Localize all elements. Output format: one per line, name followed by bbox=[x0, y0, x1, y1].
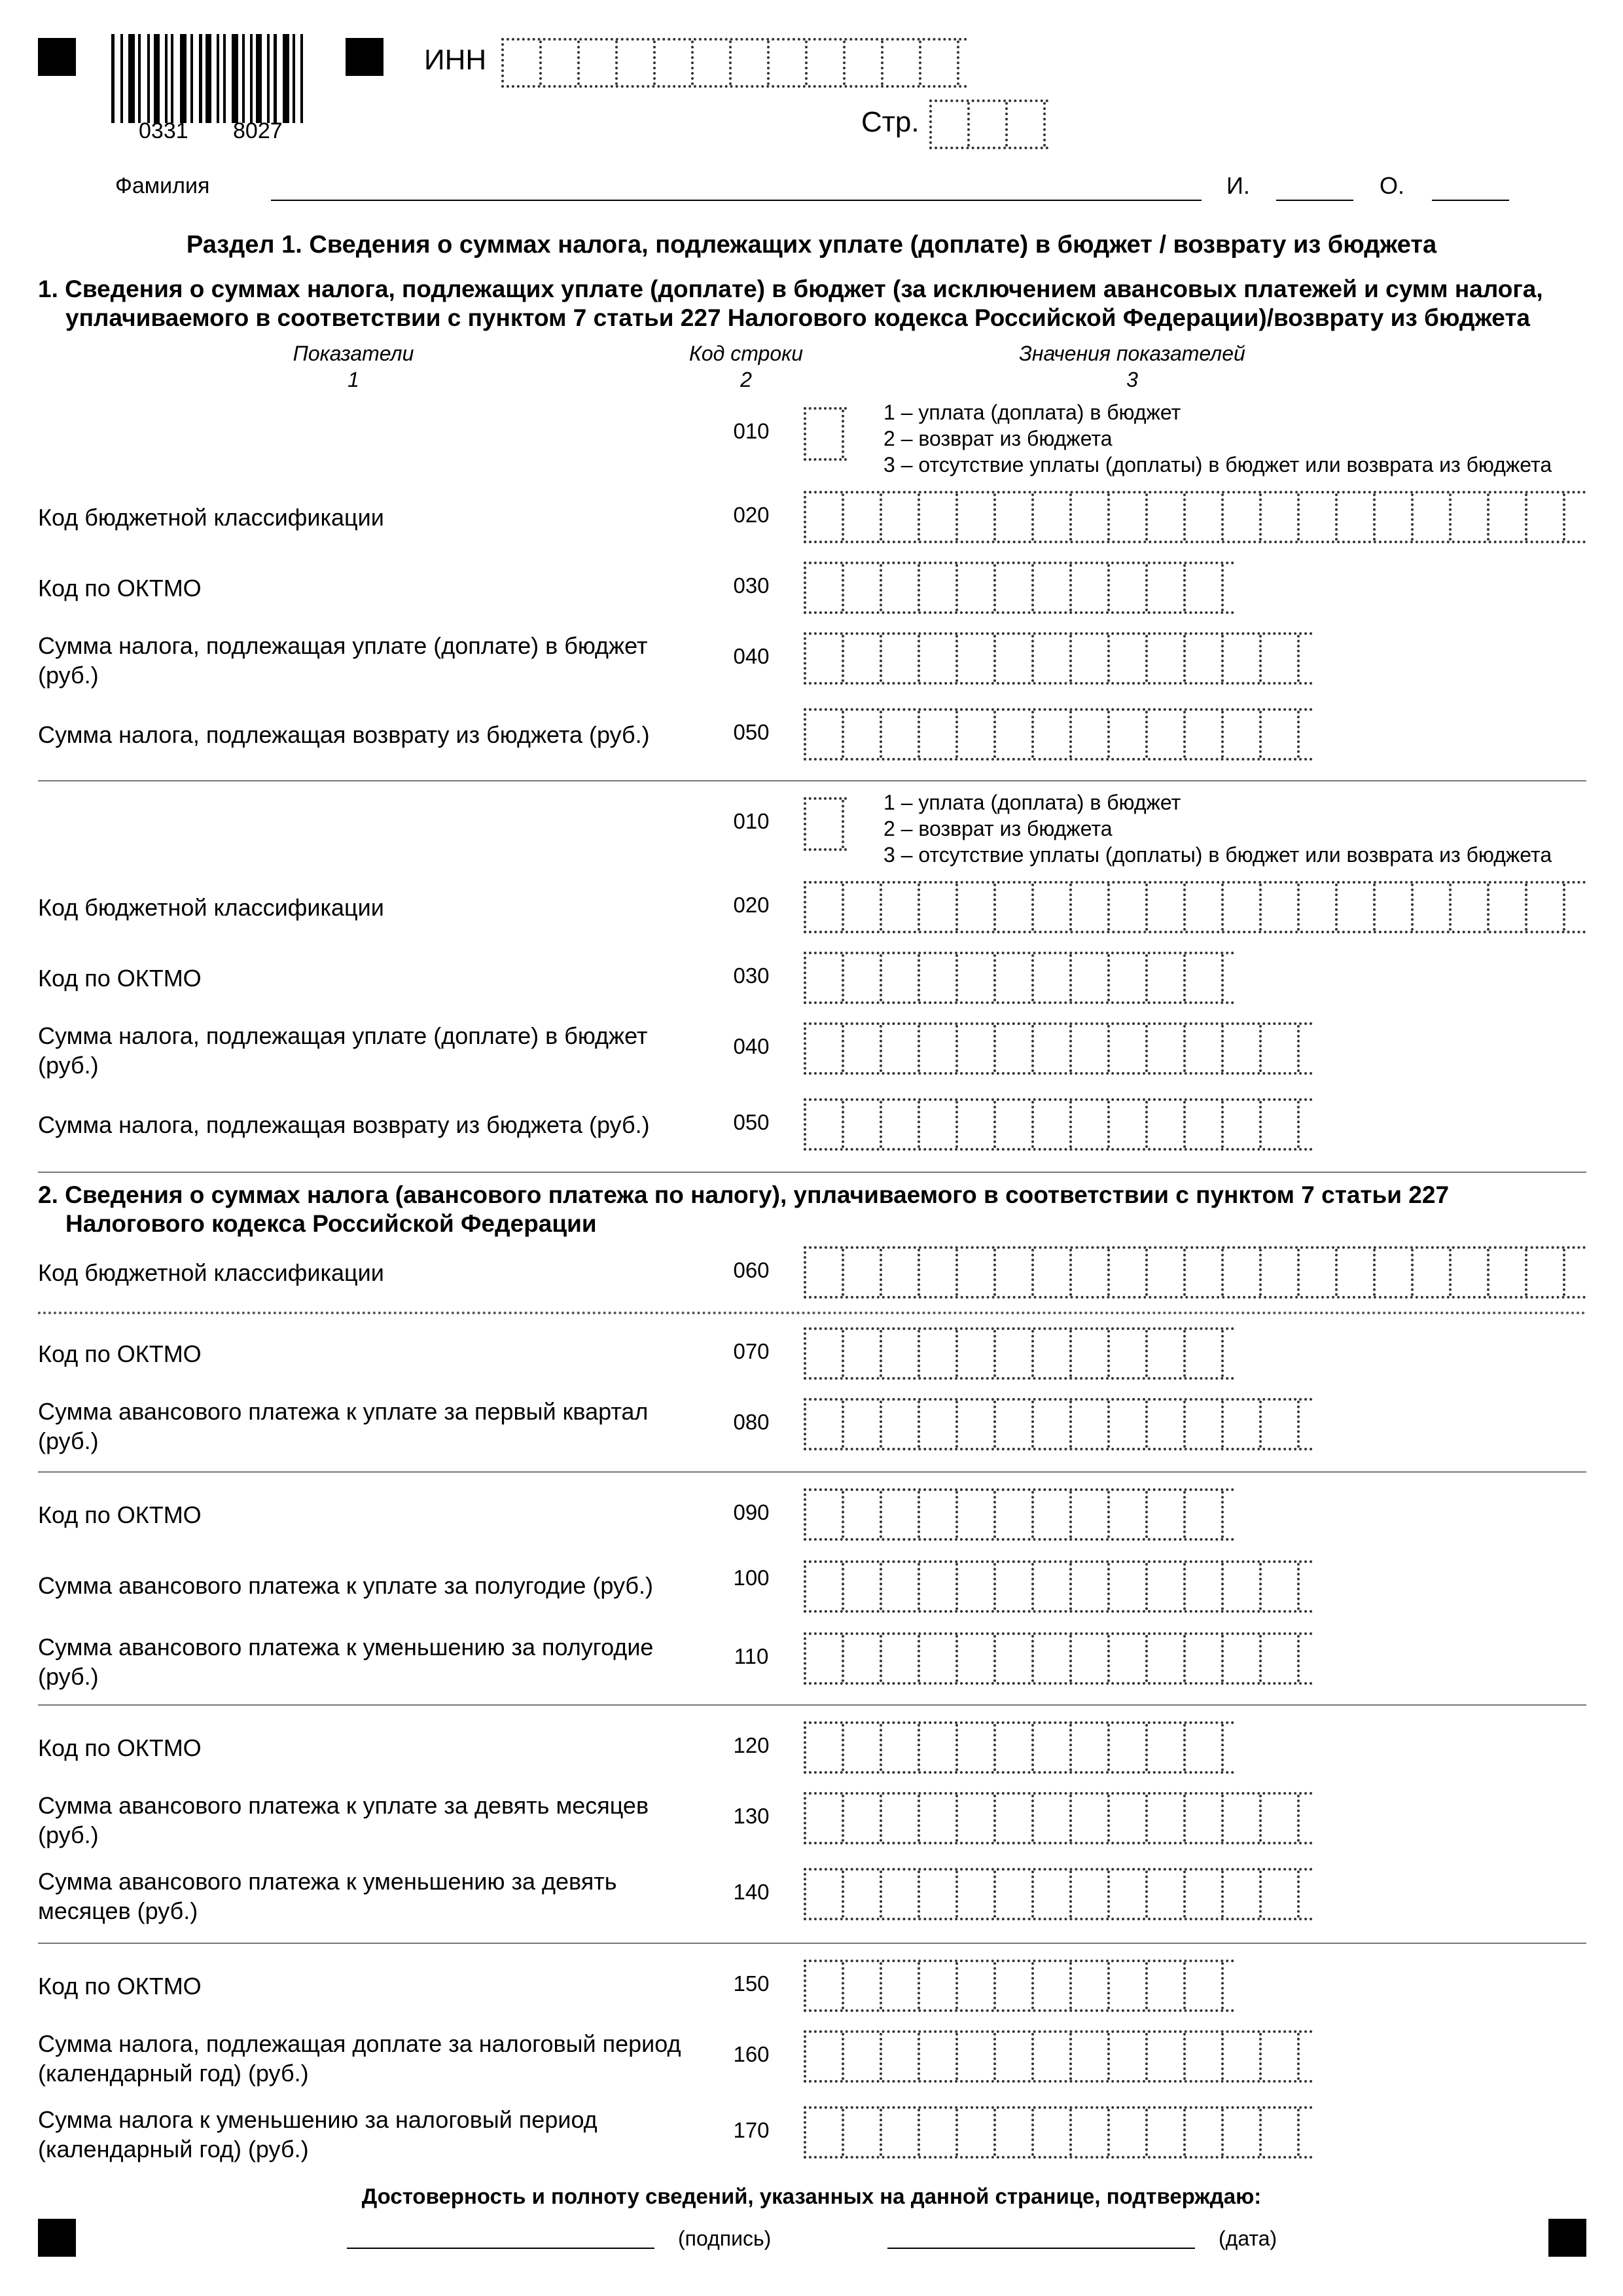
block1-refund-field[interactable] bbox=[804, 708, 1313, 761]
signature-caption: (подпись) bbox=[678, 2227, 772, 2250]
block2-refund-label: Сумма налога, подлежащая возврату из бюджета (руб.) bbox=[38, 1111, 650, 1138]
block1-option-1: 1 – уплата (доплата) в бюджет bbox=[883, 401, 1181, 424]
part2-kbk-label: Код бюджетной классификации bbox=[38, 1259, 384, 1286]
date-line[interactable] bbox=[887, 2248, 1195, 2249]
line-code-070: 070 bbox=[733, 1339, 770, 1363]
divider-h1 bbox=[38, 1704, 1586, 1706]
dotted-divider bbox=[38, 1312, 1586, 1314]
block1-oktmo-field[interactable] bbox=[804, 562, 1234, 614]
oktmo-120-label: Код по ОКТМО bbox=[38, 1734, 202, 1761]
oktmo-090-field[interactable] bbox=[804, 1488, 1234, 1541]
part2-kbk-field[interactable] bbox=[804, 1246, 1586, 1299]
signature-line[interactable] bbox=[347, 2248, 654, 2249]
block2-kbk-label: Код бюджетной классификации bbox=[38, 894, 384, 921]
column-header-indicators: Показатели bbox=[293, 342, 414, 365]
block2-option-3: 3 – отсутствие уплаты (доплаты) в бюджет или возврата из бюджета bbox=[883, 843, 1552, 867]
block1-kbk-field[interactable] bbox=[804, 491, 1586, 543]
initial-i-label: И. bbox=[1226, 172, 1250, 199]
oktmo-120-field[interactable] bbox=[804, 1721, 1234, 1774]
line-code-040-b2: 040 bbox=[733, 1034, 770, 1058]
advance-q1-field[interactable] bbox=[804, 1398, 1313, 1450]
line-code-140: 140 bbox=[733, 1880, 770, 1904]
advance-h1-field[interactable] bbox=[804, 1560, 1313, 1613]
part-divider bbox=[38, 1172, 1586, 1173]
column-header-values-num: 3 bbox=[1126, 368, 1138, 391]
block2-kbk-field[interactable] bbox=[804, 881, 1586, 933]
column-header-line-code-num: 2 bbox=[740, 368, 752, 391]
block-divider bbox=[38, 780, 1586, 781]
part1-title-line1: 1. Сведения о суммах налога, подлежащих уплате (доплате) в бюджет (за исключением авансовых платежей и сумм налога, bbox=[38, 276, 1543, 302]
line-code-160: 160 bbox=[733, 2042, 770, 2066]
barcode bbox=[111, 34, 313, 123]
initial-o-line[interactable] bbox=[1432, 200, 1509, 201]
initial-o-label: О. bbox=[1380, 172, 1405, 199]
block2-pay-label: Сумма налога, подлежащая уплате (доплате) в бюджет (руб.) bbox=[38, 1022, 648, 1079]
line-code-150: 150 bbox=[733, 1971, 770, 1996]
line-code-030: 030 bbox=[733, 573, 770, 598]
barcode-number-left: 0331 bbox=[139, 118, 188, 143]
initial-i-line[interactable] bbox=[1276, 200, 1353, 201]
line-code-110: 110 bbox=[734, 1644, 769, 1668]
advance-9m-label: Сумма авансового платежа к уплате за девять месяцев (руб.) bbox=[38, 1792, 649, 1848]
oktmo-070-field[interactable] bbox=[804, 1327, 1234, 1380]
line-code-050-b2: 050 bbox=[733, 1110, 770, 1134]
registration-marker-top-left bbox=[38, 38, 76, 76]
inn-label: ИНН bbox=[424, 44, 487, 76]
block1-field-010[interactable] bbox=[804, 407, 847, 461]
barcode-number-right: 8027 bbox=[233, 118, 283, 143]
line-code-050: 050 bbox=[733, 720, 770, 744]
oktmo-150-label: Код по ОКТМО bbox=[38, 1973, 202, 2000]
surname-line[interactable] bbox=[271, 200, 1202, 201]
part2-title-line2: Налогового кодекса Российской Федерации bbox=[65, 1210, 597, 1237]
line-code-100: 100 bbox=[733, 1566, 770, 1590]
advance-h1-label: Сумма авансового платежа к уплате за полугодие (руб.) bbox=[38, 1572, 654, 1599]
reduction-year-label: Сумма налога к уменьшению за налоговый период (календарный год) (руб.) bbox=[38, 2106, 597, 2162]
oktmo-090-label: Код по ОКТМО bbox=[38, 1501, 202, 1528]
date-caption: (дата) bbox=[1219, 2227, 1277, 2250]
oktmo-070-label: Код по ОКТМО bbox=[38, 1340, 202, 1367]
line-code-090: 090 bbox=[733, 1500, 770, 1524]
line-code-130: 130 bbox=[733, 1804, 770, 1828]
line-code-080: 080 bbox=[733, 1410, 770, 1434]
block1-oktmo-label: Код по ОКТМО bbox=[38, 575, 202, 601]
line-code-030-b2: 030 bbox=[733, 963, 770, 988]
registration-marker-bottom-right bbox=[1548, 2219, 1586, 2257]
block2-option-1: 1 – уплата (доплата) в бюджет bbox=[883, 791, 1181, 814]
column-header-values: Значения показателей bbox=[1019, 342, 1245, 365]
line-code-060: 060 bbox=[733, 1258, 770, 1282]
reduction-9m-field[interactable] bbox=[804, 1868, 1313, 1920]
confirmation-text: Достоверность и полноту сведений, указанных на данной странице, подтверждаю: bbox=[361, 2184, 1262, 2208]
block1-option-3: 3 – отсутствие уплаты (доплаты) в бюджет или возврата из бюджета bbox=[883, 453, 1552, 476]
additional-year-field[interactable] bbox=[804, 2030, 1313, 2083]
line-code-020: 020 bbox=[733, 503, 770, 527]
block2-option-2: 2 – возврат из бюджета bbox=[883, 817, 1113, 840]
registration-marker-top-right bbox=[346, 38, 383, 76]
block1-kbk-label: Код бюджетной классификации bbox=[38, 504, 384, 531]
divider-9m bbox=[38, 1943, 1586, 1944]
additional-year-label: Сумма налога, подлежащая доплате за налоговый период (календарный год) (руб.) bbox=[38, 2030, 681, 2087]
block2-oktmo-field[interactable] bbox=[804, 952, 1234, 1004]
reduction-h1-label: Сумма авансового платежа к уменьшению за полугодие (руб.) bbox=[38, 1634, 654, 1690]
advance-q1-label: Сумма авансового платежа к уплате за первый квартал (руб.) bbox=[38, 1398, 649, 1454]
block2-oktmo-label: Код по ОКТМО bbox=[38, 965, 202, 992]
line-code-010: 010 bbox=[733, 419, 770, 443]
part1-title-line2: уплачиваемого в соответствии с пунктом 7 статьи 227 Налогового кодекса Российской Федерации)/возврату из бюджета bbox=[65, 304, 1531, 331]
line-code-170: 170 bbox=[733, 2118, 770, 2142]
column-header-indicators-num: 1 bbox=[348, 368, 359, 391]
block2-field-010[interactable] bbox=[804, 797, 847, 851]
reduction-9m-label: Сумма авансового платежа к уменьшению за девять месяцев (руб.) bbox=[38, 1868, 617, 1924]
line-code-010-b2: 010 bbox=[733, 809, 770, 833]
registration-marker-bottom-left bbox=[38, 2219, 76, 2257]
advance-9m-field[interactable] bbox=[804, 1792, 1313, 1844]
block1-pay-label: Сумма налога, подлежащая уплате (доплате) в бюджет (руб.) bbox=[38, 632, 648, 689]
line-code-020-b2: 020 bbox=[733, 893, 770, 917]
column-header-line-code: Код строки bbox=[688, 342, 804, 365]
page-label: Стр. bbox=[861, 106, 919, 138]
oktmo-150-field[interactable] bbox=[804, 1960, 1234, 2012]
divider-q1 bbox=[38, 1471, 1586, 1473]
reduction-year-field[interactable] bbox=[804, 2106, 1313, 2159]
block1-pay-field[interactable] bbox=[804, 632, 1313, 685]
surname-label: Фамилия bbox=[115, 173, 210, 198]
part2-title-line1: 2. Сведения о суммах налога (авансового платежа по налогу), уплачиваемого в соответствии с пунктом 7 статьи 227 bbox=[38, 1181, 1450, 1208]
inn-field[interactable] bbox=[501, 38, 967, 88]
page-number-field[interactable] bbox=[929, 99, 1048, 149]
block2-pay-field[interactable] bbox=[804, 1022, 1313, 1075]
block1-option-2: 2 – возврат из бюджета bbox=[883, 427, 1113, 450]
line-code-040: 040 bbox=[733, 644, 770, 668]
line-code-120: 120 bbox=[733, 1733, 770, 1757]
block2-refund-field[interactable] bbox=[804, 1098, 1313, 1151]
section-title: Раздел 1. Сведения о суммах налога, подлежащих уплате (доплате) в бюджет / возврату из бюджета bbox=[186, 231, 1437, 259]
reduction-h1-field[interactable] bbox=[804, 1632, 1313, 1685]
block1-refund-label: Сумма налога, подлежащая возврату из бюджета (руб.) bbox=[38, 721, 650, 748]
